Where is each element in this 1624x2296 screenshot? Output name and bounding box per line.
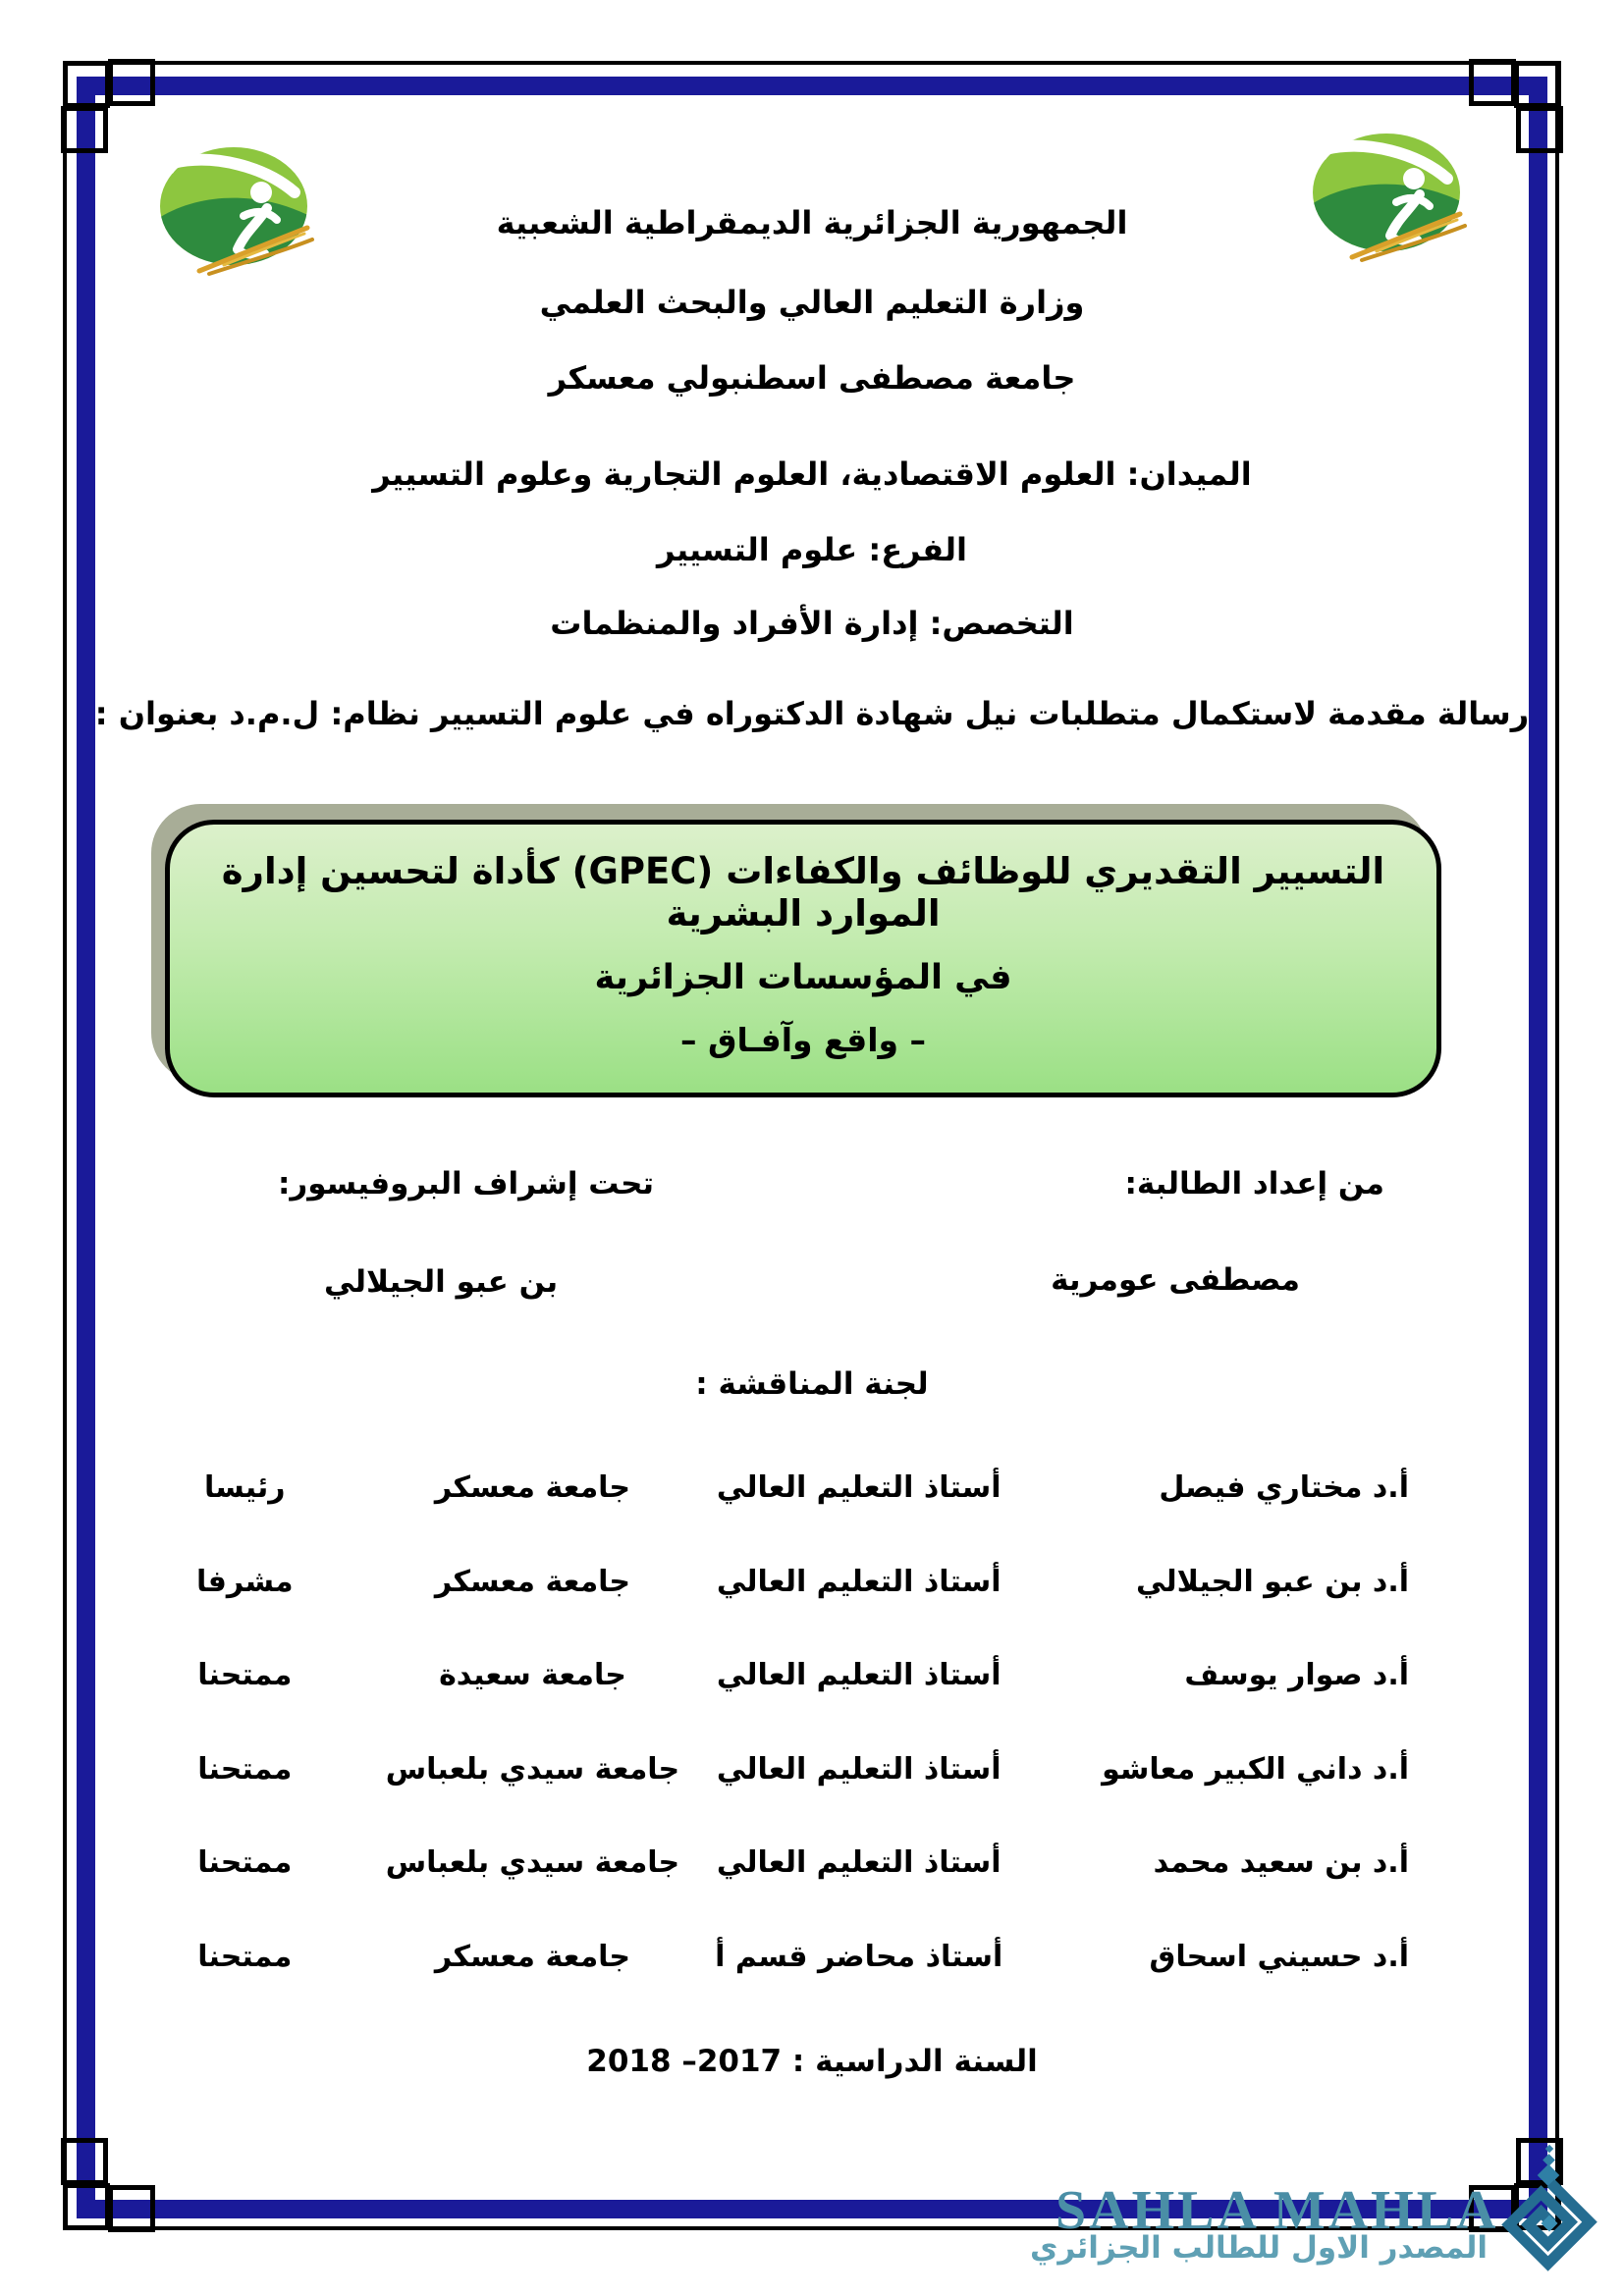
field-line: الميدان: العلوم الاقتصادية، العلوم التجارية وعلوم التسيير [372,455,1252,493]
university-name: جامعة مصطفى اسطنبولي معسكر [548,359,1076,397]
member-rank: أستاذ التعليم العالي [716,1751,1001,1787]
supervisor-name: بن عبو الجيلالي [324,1264,559,1300]
committee-heading: لجنة المناقشة : [695,1366,929,1402]
member-university: جامعة معسكر [434,1470,631,1506]
member-university: جامعة سعيدة [439,1658,626,1693]
academic-year: السنة الدراسية : 2017– 2018 [586,2044,1038,2079]
member-university: جامعة سيدي بلعباس [385,1751,680,1787]
table-row [130,1535,1409,1629]
student-name: مصطفى عومرية [1051,1262,1300,1298]
member-rank: أستاذ التعليم العالي [716,1564,1001,1599]
corner-ornament-icon [108,2185,155,2232]
specialty-line: التخصص: إدارة الأفراد والمنظمات [550,605,1074,642]
member-name: أ.د بن سعيد محمد [1153,1845,1409,1881]
member-role: ممتحنا [197,1939,293,1974]
member-university: جامعة معسكر [434,1939,631,1974]
member-university: جامعة سيدي بلعباس [385,1845,680,1881]
branch-line: الفرع: علوم التسيير [657,531,967,568]
member-role: ممتحنا [197,1845,293,1881]
corner-ornament-icon [108,59,155,106]
corner-ornament-icon [63,61,110,108]
member-role: رئيسا [204,1470,286,1506]
member-role: ممتحنا [197,1658,293,1693]
committee-table [130,1441,1409,2003]
corner-ornament-icon [1516,106,1563,153]
member-name: أ.د داني الكبير معاشو [1102,1751,1409,1787]
ministry-title: وزارة التعليم العالي والبحث العلمي [539,284,1085,321]
member-name: أ.د بن عبو الجيلالي [1135,1564,1409,1599]
thesis-title-line1: التسيير التقديري للوظائف والكفاءات (GPEC) كأداة لتحسين إدارة الموارد البشرية [221,850,1385,934]
member-rank: أستاذ التعليم العالي [716,1658,1001,1693]
member-name: أ.د مختاري فيصل [1159,1470,1409,1506]
supervisor-label: تحت إشراف البروفيسور: [278,1166,655,1201]
watermark-tagline: المصدر الاول للطالب الجزائري [1029,2230,1488,2266]
corner-ornament-icon [1514,61,1561,108]
member-role: ممتحنا [197,1751,293,1787]
member-university: جامعة معسكر [434,1564,631,1599]
table-row [130,1723,1409,1817]
thesis-title-box [165,820,1441,1097]
thesis-note: رسالة مقدمة لاستكمال متطلبات نيل شهادة الدكتوراه في علوم التسيير نظام: ل.م.د بعنوان : [94,695,1530,732]
thesis-title-line2: في المؤسسات الجزائرية [594,958,1012,997]
member-role: مشرفا [195,1564,294,1599]
prepared-by-label: من إعداد الطالبة: [1124,1166,1384,1201]
member-rank: أستاذ محاضر قسم أ [715,1939,1003,1974]
member-name: أ.د حسيني اسحاق [1149,1939,1409,1974]
corner-ornament-icon [1469,59,1516,106]
thesis-title-line3: – واقع وآفـاق – [679,1021,927,1059]
table-row [130,1629,1409,1723]
table-row [130,1910,1409,2004]
republic-title: الجمهورية الجزائرية الديمقراطية الشعبية [496,204,1128,241]
table-row [130,1441,1409,1535]
corner-ornament-icon [61,106,108,153]
member-rank: أستاذ التعليم العالي [716,1470,1001,1506]
watermark-brand: SAHLA MAHLA [1056,2180,1499,2241]
kufic-knot-icon [1500,2140,1598,2277]
corner-ornament-icon [61,2138,108,2185]
table-row [130,1816,1409,1910]
member-rank: أستاذ التعليم العالي [716,1845,1001,1881]
corner-ornament-icon [63,2183,110,2230]
member-name: أ.د صوار يوسف [1184,1658,1409,1693]
